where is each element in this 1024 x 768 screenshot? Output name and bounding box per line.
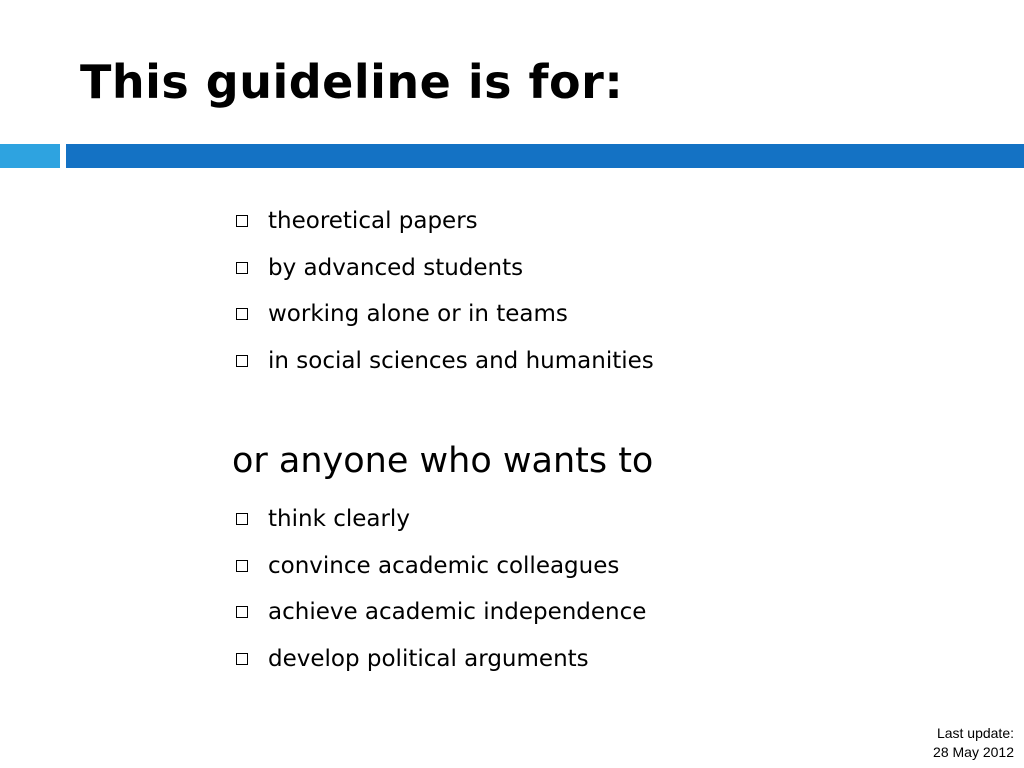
slide-content bbox=[232, 198, 932, 672]
bullet-list-goals bbox=[232, 496, 646, 682]
list-item-text: theoretical papers bbox=[268, 208, 478, 235]
list-item bbox=[232, 198, 932, 245]
square-bullet-icon bbox=[236, 606, 248, 618]
square-bullet-icon bbox=[236, 308, 248, 320]
last-update-note bbox=[933, 724, 1014, 762]
list-item bbox=[232, 543, 646, 590]
list-item-text: think clearly bbox=[268, 506, 410, 533]
square-bullet-icon bbox=[236, 513, 248, 525]
square-bullet-icon bbox=[236, 262, 248, 274]
list-item-text: by advanced students bbox=[268, 254, 524, 281]
last-update-label: Last update: bbox=[936, 725, 1014, 741]
accent-bar-left bbox=[0, 144, 60, 168]
list-item bbox=[232, 589, 646, 636]
list-item-text: convince academic colleagues bbox=[268, 552, 620, 579]
accent-bar-right bbox=[66, 144, 1024, 168]
list-item bbox=[232, 338, 932, 385]
list-item bbox=[232, 245, 932, 292]
subheading: or anyone who wants to bbox=[232, 441, 654, 481]
list-item-text: develop political arguments bbox=[268, 645, 589, 672]
list-item-text: working alone or in teams bbox=[268, 301, 568, 328]
list-item-text: achieve academic independence bbox=[268, 599, 647, 626]
square-bullet-icon bbox=[236, 560, 248, 572]
square-bullet-icon bbox=[236, 355, 248, 367]
list-item-text: in social sciences and humanities bbox=[268, 347, 654, 374]
list-item bbox=[232, 496, 646, 543]
list-item bbox=[232, 636, 646, 683]
square-bullet-icon bbox=[236, 215, 248, 227]
last-update-date: 28 May 2012 bbox=[933, 744, 1014, 760]
square-bullet-icon bbox=[236, 653, 248, 665]
list-item bbox=[232, 291, 932, 338]
bullet-list-audience bbox=[232, 198, 932, 384]
slide-title: This guideline is for: bbox=[80, 55, 624, 109]
